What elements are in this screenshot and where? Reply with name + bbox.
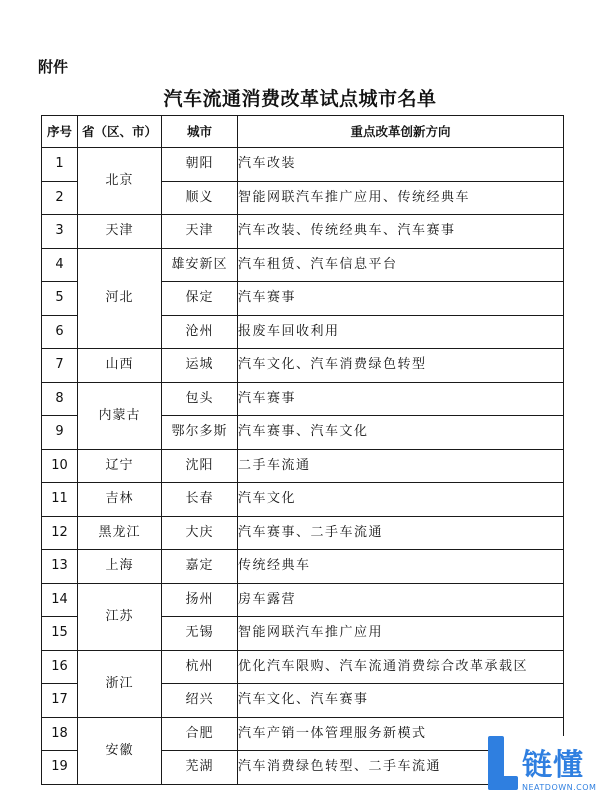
city-cell: 运城 (162, 349, 238, 383)
table-row (42, 583, 564, 617)
province-cell: 浙江 (78, 650, 162, 717)
direction-cell: 智能网联汽车推广应用 (238, 617, 564, 651)
header-city: 城市 (162, 116, 238, 148)
watermark-logo (488, 736, 600, 803)
row-number: 5 (42, 282, 78, 316)
row-number: 12 (42, 516, 78, 550)
table-row (42, 248, 564, 282)
province-cell: 内蒙古 (78, 382, 162, 449)
header-num: 序号 (42, 116, 78, 148)
row-number: 13 (42, 550, 78, 584)
city-cell: 雄安新区 (162, 248, 238, 282)
city-cell: 杭州 (162, 650, 238, 684)
document-title: 汽车流通消费改革试点城市名单 (163, 88, 437, 110)
pilot-city-table (41, 115, 564, 785)
direction-cell: 房车露营 (238, 583, 564, 617)
province-cell: 上海 (78, 550, 162, 584)
city-cell: 扬州 (162, 583, 238, 617)
row-number: 14 (42, 583, 78, 617)
header-province: 省（区、市） (78, 116, 162, 148)
city-cell: 长春 (162, 483, 238, 517)
table-row (42, 650, 564, 684)
province-cell: 安徽 (78, 717, 162, 784)
direction-cell: 报废车回收利用 (238, 315, 564, 349)
city-cell: 顺义 (162, 181, 238, 215)
row-number: 3 (42, 215, 78, 249)
direction-cell: 传统经典车 (238, 550, 564, 584)
row-number: 9 (42, 416, 78, 450)
row-number: 7 (42, 349, 78, 383)
direction-cell: 汽车赛事、二手车流通 (238, 516, 564, 550)
row-number: 10 (42, 449, 78, 483)
table-row (42, 382, 564, 416)
row-number: 1 (42, 148, 78, 182)
province-cell: 江苏 (78, 583, 162, 650)
province-cell: 黑龙江 (78, 516, 162, 550)
table-body (42, 148, 564, 785)
city-cell: 大庆 (162, 516, 238, 550)
attachment-label: 附件 (38, 58, 69, 76)
city-cell: 沈阳 (162, 449, 238, 483)
city-cell: 芜湖 (162, 751, 238, 785)
direction-cell: 汽车租赁、汽车信息平台 (238, 248, 564, 282)
row-number: 19 (42, 751, 78, 785)
watermark-name-cn: 链懂 (522, 748, 584, 783)
table-row (42, 550, 564, 584)
row-number: 11 (42, 483, 78, 517)
table-row (42, 516, 564, 550)
city-cell: 沧州 (162, 315, 238, 349)
direction-cell: 汽车消费绿色转型、二手车流通 (238, 751, 564, 785)
city-cell: 包头 (162, 382, 238, 416)
province-cell: 辽宁 (78, 449, 162, 483)
direction-cell: 汽车赛事 (238, 382, 564, 416)
table-row (42, 483, 564, 517)
row-number: 6 (42, 315, 78, 349)
table-row (42, 215, 564, 249)
direction-cell: 二手车流通 (238, 449, 564, 483)
table-row (42, 349, 564, 383)
table-row (42, 449, 564, 483)
logo-l-foot-icon (488, 776, 518, 790)
province-cell: 河北 (78, 248, 162, 349)
province-cell: 吉林 (78, 483, 162, 517)
city-cell: 保定 (162, 282, 238, 316)
direction-cell: 汽车文化 (238, 483, 564, 517)
row-number: 18 (42, 717, 78, 751)
direction-cell: 优化汽车限购、汽车流通消费综合改革承载区 (238, 650, 564, 684)
table-header-row (42, 116, 564, 148)
direction-cell: 汽车改装 (238, 148, 564, 182)
province-cell: 山西 (78, 349, 162, 383)
direction-cell: 汽车文化、汽车消费绿色转型 (238, 349, 564, 383)
row-number: 15 (42, 617, 78, 651)
row-number: 17 (42, 684, 78, 718)
direction-cell: 汽车改装、传统经典车、汽车赛事 (238, 215, 564, 249)
row-number: 4 (42, 248, 78, 282)
direction-cell: 汽车赛事、汽车文化 (238, 416, 564, 450)
header-direction: 重点改革创新方向 (238, 116, 564, 148)
row-number: 2 (42, 181, 78, 215)
watermark-name-en: NEATDOWN.COM (522, 783, 597, 792)
province-cell: 天津 (78, 215, 162, 249)
table-row (42, 148, 564, 182)
row-number: 16 (42, 650, 78, 684)
direction-cell: 汽车文化、汽车赛事 (238, 684, 564, 718)
direction-cell: 汽车产销一体管理服务新模式 (238, 717, 564, 751)
direction-cell: 智能网联汽车推广应用、传统经典车 (238, 181, 564, 215)
city-cell: 绍兴 (162, 684, 238, 718)
direction-cell: 汽车赛事 (238, 282, 564, 316)
table-row (42, 717, 564, 751)
city-cell: 无锡 (162, 617, 238, 651)
city-cell: 合肥 (162, 717, 238, 751)
city-cell: 鄂尔多斯 (162, 416, 238, 450)
city-cell: 嘉定 (162, 550, 238, 584)
province-cell: 北京 (78, 148, 162, 215)
city-cell: 朝阳 (162, 148, 238, 182)
row-number: 8 (42, 382, 78, 416)
city-cell: 天津 (162, 215, 238, 249)
